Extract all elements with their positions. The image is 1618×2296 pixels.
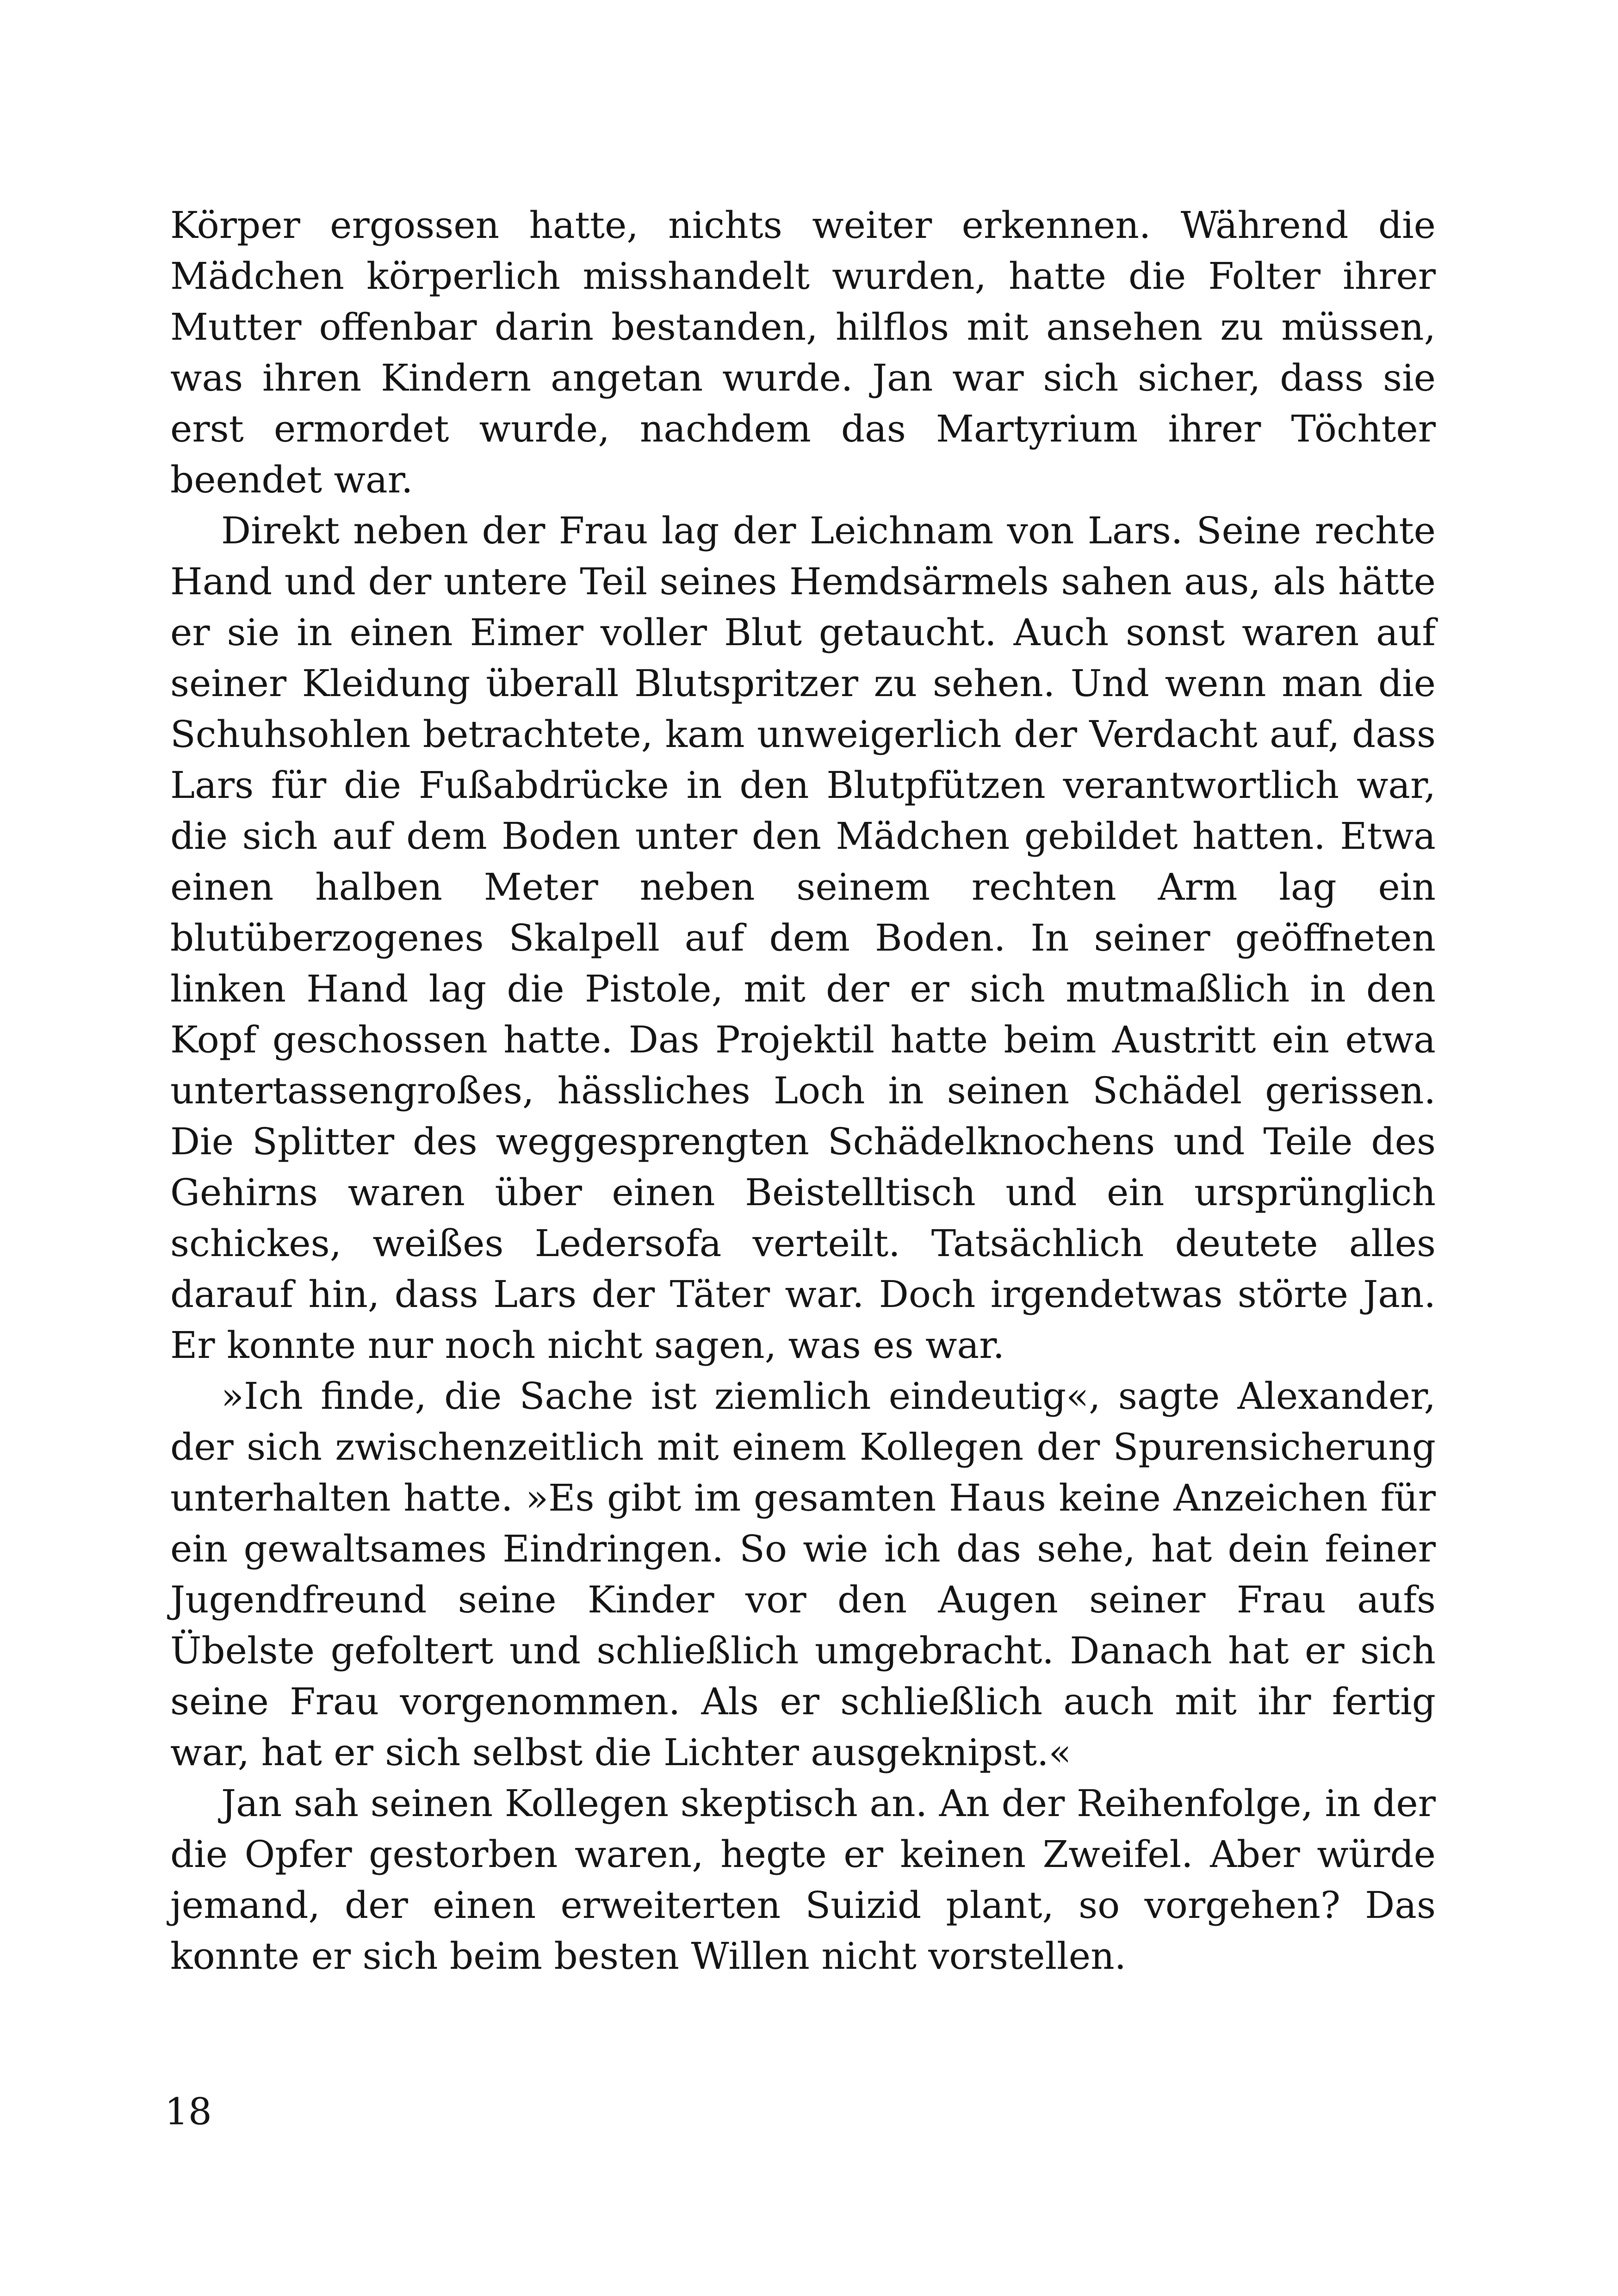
paragraph-1: Körper ergossen hatte, nichts weiter erkennen. Während die Mädchen körperlich misshandelt wurden, hatte die Folter ihrer Mutter offenbar darin bestanden, hilflos mit ansehen zu müssen, was ihren Kindern angetan wurde. Jan war sich sicher, dass sie erst ermordet wurde, nachdem das Martyrium ihrer Töchter beendet war. — [170, 204, 1436, 501]
paragraph-3: »Ich finde, die Sache ist ziemlich eindeutig«, sagte Alexander, der sich zwischenzeitlich mit einem Kollegen der Spurensicherung unterhalten hatte. »Es gibt im gesamten Haus keine Anzeichen für ein gewaltsames Eindringen. So wie ich das sehe, hat dein feiner Jugendfreund seine Kinder vor den Augen seiner Frau aufs Übelste gefoltert und schließlich umgebracht. Danach hat er sich seine Frau vorgenommen. Als er schließlich auch mit ihr fertig war, hat er sich selbst die Lichter ausgeknipst.« — [170, 1375, 1436, 1774]
body-text — [170, 200, 1436, 1982]
paragraph-2: Direkt neben der Frau lag der Leichnam von Lars. Seine rechte Hand und der untere Teil seines Hemdsärmels sahen aus, als hätte er sie in einen Eimer voller Blut getaucht. Auch sonst waren auf seiner Kleidung überall Blutspritzer zu sehen. Und wenn man die Schuhsohlen betrachtete, kam unweigerlich der Verdacht auf, dass Lars für die Fußabdrücke in den Blutpfützen verantwortlich war, die sich auf dem Boden unter den Mädchen gebildet hatten. Etwa einen halben Meter neben seinem rechten Arm lag ein blutüberzogenes Skalpell auf dem Boden. In seiner geöffneten linken Hand lag die Pistole, mit der er sich mutmaßlich in den Kopf geschossen hatte. Das Projektil hatte beim Austritt ein etwa untertassengroßes, hässliches Loch in seinen Schädel gerissen. Die Splitter des weggesprengten Schädelknochens und Teile des Gehirns waren über einen Beistelltisch und ein ursprünglich schickes, weißes Ledersofa verteilt. Tatsächlich deutete alles darauf hin, dass Lars der Täter war. Doch irgendetwas störte Jan. Er konnte nur noch nicht sagen, was es war. — [170, 509, 1436, 1367]
paragraph-4: Jan sah seinen Kollegen skeptisch an. An der Reihenfolge, in der die Opfer gestorben waren, hegte er keinen Zweifel. Aber würde jemand, der einen erweiterten Suizid plant, so vorgehen? Das konnte er sich beim besten Willen nicht vorstellen. — [170, 1782, 1436, 1978]
page-number: 18 — [165, 2090, 212, 2133]
